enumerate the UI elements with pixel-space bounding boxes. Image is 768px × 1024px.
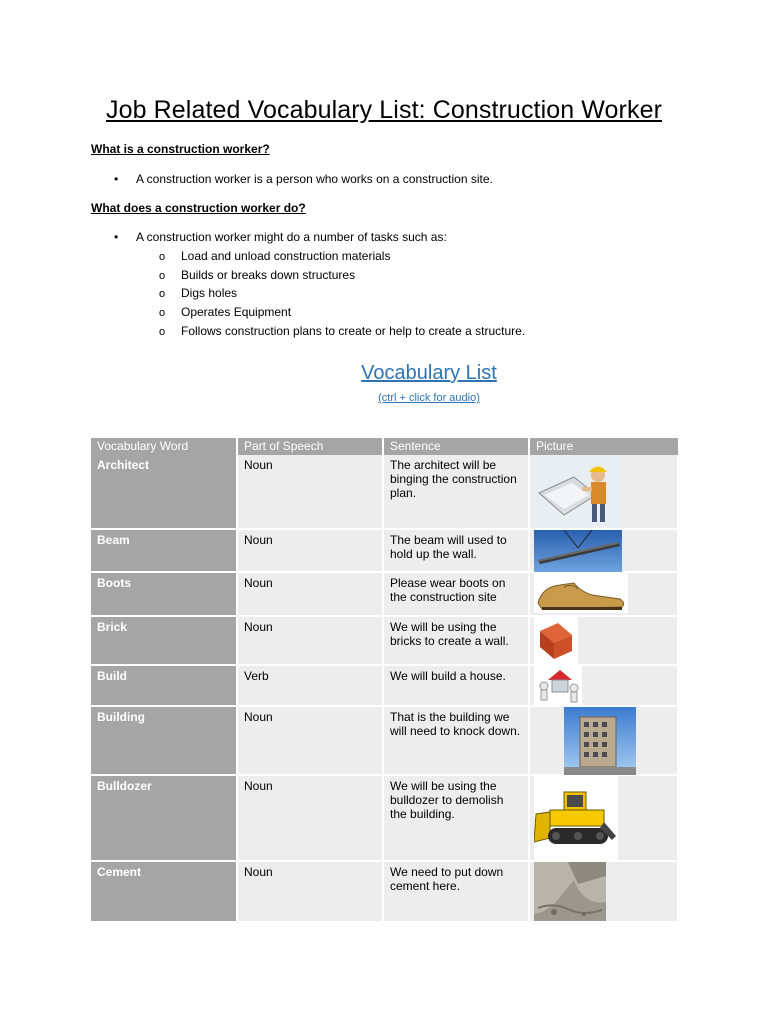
task-list [159,247,525,340]
list-item: o Load and unload construction materials [159,249,391,263]
build-image [534,666,582,706]
beam-image [534,530,622,572]
part-of-speech: Noun [237,455,383,529]
table-row [91,616,678,665]
brick-picture [529,616,678,665]
sentence: We will be using the bricks to create a wall. [383,616,529,665]
vocabulary-list-link[interactable]: Vocabulary List [361,362,497,384]
part-of-speech: Noun [237,775,383,861]
beam-picture [529,529,678,572]
table-row [91,665,678,706]
building-picture [529,706,678,775]
table-header-row [91,438,678,455]
vocab-word[interactable]: Architect [91,455,237,529]
vocab-word[interactable]: Building [91,706,237,775]
table-row [91,775,678,861]
sentence: We will be using the bulldozer to demolish the building. [383,775,529,861]
header-picture: Picture [529,438,678,455]
part-of-speech: Noun [237,529,383,572]
building-image [564,707,636,775]
question-what-does: What does a construction worker do? [91,201,306,215]
bullet-what-is: • A construction worker is a person who works on a construction site. [114,172,493,186]
part-of-speech: Noun [237,616,383,665]
table-row [91,861,678,922]
list-item: o Operates Equipment [159,305,292,320]
part-of-speech: Noun [237,706,383,775]
bullet-text: A construction worker is a person who works on a construction site. [136,172,493,186]
header-sentence: Sentence [383,438,529,455]
list-item: o Digs holes [159,286,238,301]
build-picture [529,665,678,706]
bullet-text: A construction worker might do a number of tasks such as: [136,230,447,244]
bullet-what-does: • A construction worker might do a number of tasks such as: [114,230,447,244]
sentence: Please wear boots on the construction site [383,572,529,616]
architect-picture [529,455,678,529]
architect-image [534,455,620,527]
cement-picture [529,861,678,922]
vocab-word[interactable]: Bulldozer [91,775,237,861]
list-item: o Follows construction plans to create or help to create a structure. [159,323,526,338]
boots-image [534,573,628,613]
bulldozer-image [534,776,618,860]
vocab-word[interactable]: Cement [91,861,237,922]
header-vocabulary-word: Vocabulary Word [91,438,237,455]
sentence: We will build a house. [383,665,529,706]
table-row [91,572,678,616]
part-of-speech: Verb [237,665,383,706]
vocab-word[interactable]: Build [91,665,237,706]
sentence: The architect will be binging the construction plan. [383,455,529,529]
sentence: That is the building we will need to knock down. [383,706,529,775]
audio-link[interactable]: (ctrl + click for audio) [378,392,480,404]
table-row [91,529,678,572]
header-part-of-speech: Part of Speech [237,438,383,455]
part-of-speech: Noun [237,572,383,616]
bulldozer-picture [529,775,678,861]
vocab-word[interactable]: Beam [91,529,237,572]
vocab-word[interactable]: Boots [91,572,237,616]
part-of-speech: Noun [237,861,383,922]
list-item: o Builds or breaks down structures [159,267,356,282]
cement-image [534,862,606,921]
vocab-word[interactable]: Brick [91,616,237,665]
table-row [91,706,678,775]
sentence: We need to put down cement here. [383,861,529,922]
boots-picture [529,572,678,616]
page-title: Job Related Vocabulary List: Construction Worker [106,96,662,124]
brick-image [534,617,578,664]
vocabulary-table [91,438,679,923]
sentence: The beam will used to hold up the wall. [383,529,529,572]
table-row [91,455,678,529]
question-what-is: What is a construction worker? [91,142,270,156]
